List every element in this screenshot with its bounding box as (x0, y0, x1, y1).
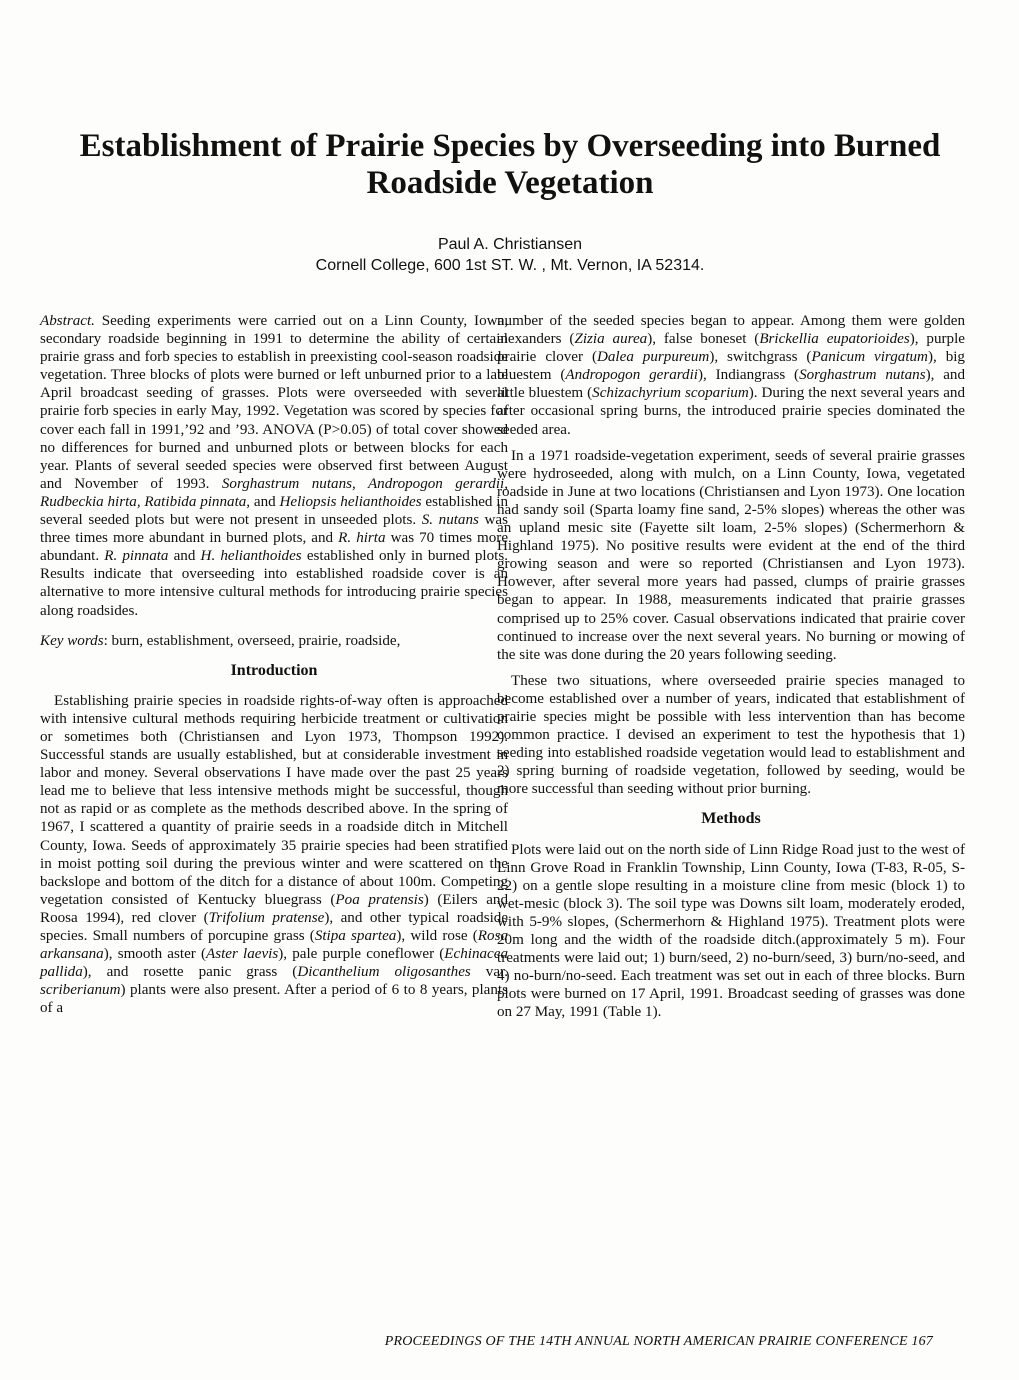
introduction-paragraph-2: In a 1971 roadside-vegetation experiment, seeds of several prairie grasses were hydroseeded, along with mulch, on a Linn County, Iowa, vegetated roadside in June at two locations (Christiansen and Lyon 1973). One location had sandy soil (Sparta loamy fine sand, 2-5% slopes) whereas the other was an upland mesic site (Fayette silt loam, 2-5% slopes) (Schermerhorn & Highland 1975). No positive results were evident at the end of the third growing season and were so reported (Christiansen and Lyon 1973). However, after several more years had passed, clumps of prairie grasses began to appear. In 1988, measurements indicated that prairie grasses comprised up to 25% cover. Casual observations indicated that prairie cover continued to increase over the next several years. No burning or mowing of the site was done during the 20 years following seeding. (497, 447, 965, 663)
keywords-line: Key words: burn, establishment, overseed, prairie, roadside, (40, 632, 401, 649)
abstract-label: Abstract. (40, 313, 95, 329)
author-affiliation: Cornell College, 600 1st ST. W. , Mt. Vernon, IA 52314. (315, 257, 705, 274)
paper-title: Establishment of Prairie Species by Overseeding into Burned Roadside Vegetation (79, 128, 941, 201)
methods-paragraph-1: Plots were laid out on the north side of Linn Ridge Road just to the west of Linn Grove Road in Franklin Township, Linn County, Iowa (T-83, R-05, S-22) on a gentle slope resulting in a moisture cline from mesic (block 1) to wet-mesic (block 3). The soil type was Downs silt loam, moderately eroded, with 5-9% slopes, (Schermerhorn & Highland 1975). Treatment plots were 20m long and the width of the roadside ditch.(approximately 5 m). Four treatments were laid out; 1) burn/seed, 2) no-burn/seed, 3) burn/no-seed, and 4) no-burn/no-seed. Each treatment was set out in each of three blocks. Burn plots were burned on 17 April, 1991. Broadcast seeding of grasses was done on 27 May, 1991 (Table 1). (497, 841, 965, 1021)
keywords-label: Key words (40, 632, 104, 649)
author-name: Paul A. Christiansen (437, 236, 583, 253)
introduction-paragraph-1: Establishing prairie species in roadside rights-of-way often is approached with intensive cultural methods requiring herbicide treatment or cultivation or sometimes both (Christiansen and Lyon 1973, Thompson 1992). Successful stands are usually established, but at considerable investment in labor and money. Several observations I have made over the past 25 years lead me to believe that less intensive methods might be successful, though not as rapid or as complete as the methods described above. In the spring of 1967, I scattered a quantity of prairie seeds in a roadside ditch in Mitchell County, Iowa. Seeds of approximately 35 prairie species had been stratified in moist potting soil during the previous winter and were scattered on the backslope and bottom of the ditch for a distance of about 100m. Competing vegetation consisted of Kentucky bluegrass (Poa pratensis) (Eilers and Roosa 1994), red clover (Trifolium pratense), and other typical roadside species. Small numbers of porcupine grass (Stipa spartea), wild rose (Rosa arkansana), smooth aster (Aster laevis), pale purple coneflower (Echinacea pallida), and rosette panic grass (Dicanthelium oligosanthes var. scriberianum) plants were also present. After a period of 6 to 8 years, plants of a (40, 692, 509, 1017)
introduction-paragraph-1-continued: number of the seeded species began to appear. Among them were golden alexanders (Zizia aurea), false boneset (Brickellia eupatorioides), purple prairie clover (Dalea purpureum), switchgrass (Panicum virgatum), big bluestem (Andropogon gerardii), Indiangrass (Sorghastrum nutans), and little bluestem (Schizachyrium scoparium). During the next several years and after occasional spring burns, the introduced prairie species dominated the seeded area. (497, 313, 965, 438)
abstract-paragraph: Abstract. Seeding experiments were carried out on a Linn County, Iowa, secondary roadside beginning in 1991 to determine the ability of certain prairie grass and forb species to establish in preexisting cool-season roadside vegetation. Three blocks of plots were burned or left unburned prior to a late April broadcast seeding of grasses. Plots were overseeded with several prairie forb species in early May, 1992. Vegetation was scored by species for cover each fall in 1991,’92 and ’93. ANOVA (P>0.05) of total cover showed no differences for burned and unburned plots or between blocks for each year. Plants of several seeded species were observed first between August and November of 1993. Sorghastrum nutans, Andropogon gerardii, Rudbeckia hirta, Ratibida pinnata, and Heliopsis helianthoides established in several seeded plots but were not present in unseeded plots. S. nutans was three times more abundant in burned plots, and R. hirta was 70 times more abundant. R. pinnata and H. helianthoides established only in burned plots. Results indicate that overseeding into established roadside cover is an alternative to more intensive cultural methods for introducing prairie species along roadsides. (40, 313, 509, 619)
left-column (40, 312, 508, 1025)
introduction-paragraph-3: These two situations, where overseeded prairie species managed to become established over a number of years, indicated that establishment of prairie species might be possible with less intervention than has become common practice. I devised an experiment to test the hypothesis that 1) seeding into established roadside vegetation would lead to establishment and 2) spring burning of roadside vegetation, followed by seeding, would be more successful than seeding without prior burning. (497, 672, 965, 798)
page-footer: PROCEEDINGS OF THE 14TH ANNUAL NORTH AMERICAN PRAIRIE CONFERENCE 167 (384, 1334, 933, 1349)
author-block (200, 234, 820, 276)
methods-heading: Methods (701, 810, 761, 828)
introduction-heading: Introduction (230, 661, 318, 679)
right-column (497, 312, 965, 1029)
